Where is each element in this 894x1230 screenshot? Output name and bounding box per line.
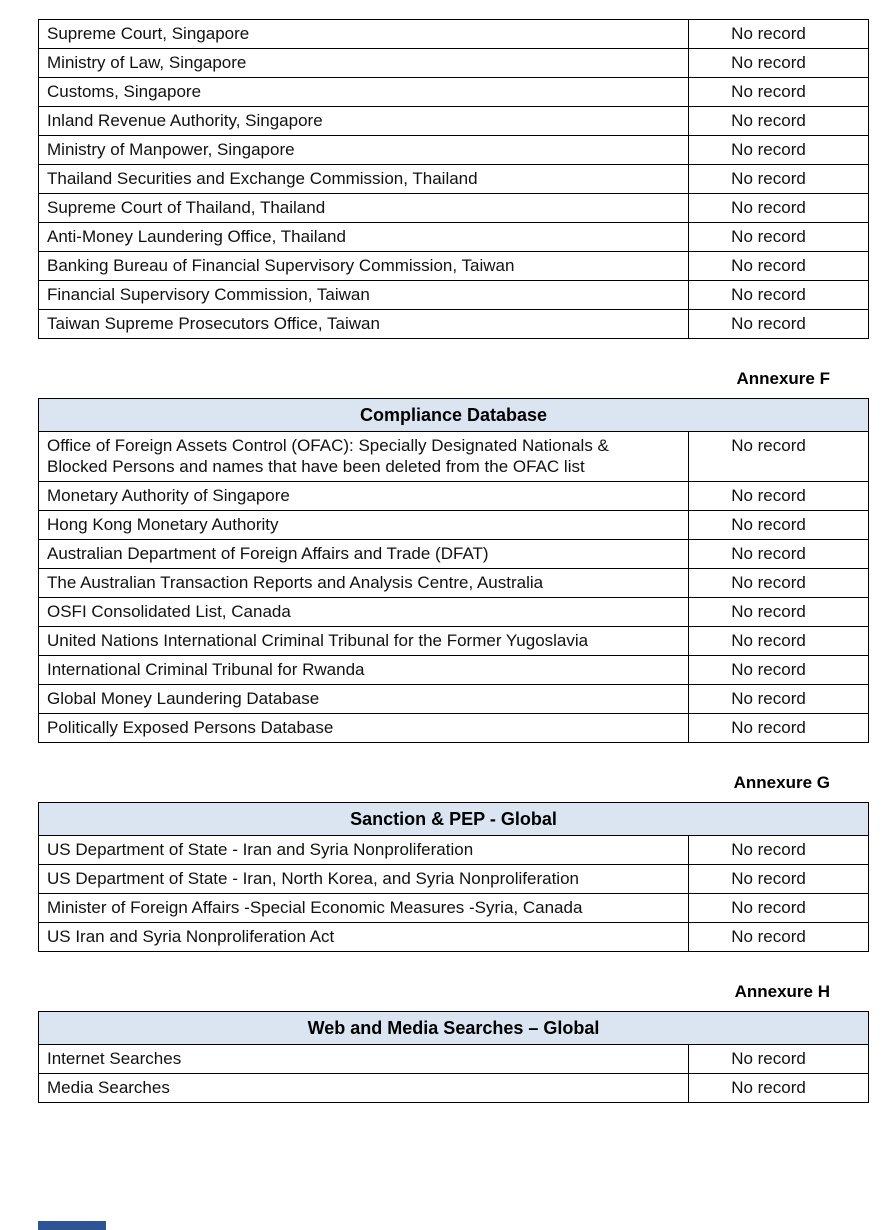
result-cell: No record: [689, 511, 869, 540]
table-title: Web and Media Searches – Global: [39, 1012, 869, 1045]
table-row: [39, 223, 869, 252]
result-cell: No record: [689, 836, 869, 865]
table-row: [39, 714, 869, 743]
annexure-h-label: Annexure H: [734, 982, 830, 1001]
source-cell: US Department of State - Iran and Syria Nonproliferation: [39, 836, 689, 865]
table-sanction-pep-global: [38, 802, 869, 952]
source-cell: Anti-Money Laundering Office, Thailand: [39, 223, 689, 252]
source-cell: Australian Department of Foreign Affairs and Trade (DFAT): [39, 540, 689, 569]
table-row: [39, 165, 869, 194]
result-cell: No record: [689, 432, 869, 482]
result-cell: No record: [689, 865, 869, 894]
table-row: [39, 923, 869, 952]
source-cell: Ministry of Law, Singapore: [39, 49, 689, 78]
result-cell: No record: [689, 627, 869, 656]
table-row: [39, 107, 869, 136]
source-cell: Financial Supervisory Commission, Taiwan: [39, 281, 689, 310]
table-row: [39, 310, 869, 339]
result-cell: No record: [689, 656, 869, 685]
table-row: [39, 656, 869, 685]
source-cell: US Department of State - Iran, North Korea, and Syria Nonproliferation: [39, 865, 689, 894]
result-cell: No record: [689, 923, 869, 952]
source-cell: OSFI Consolidated List, Canada: [39, 598, 689, 627]
result-cell: No record: [689, 223, 869, 252]
table-row: [39, 1045, 869, 1074]
result-cell: No record: [689, 20, 869, 49]
table-row: [39, 432, 869, 482]
table-title: Compliance Database: [39, 399, 869, 432]
table-row: [39, 252, 869, 281]
table-row: [39, 482, 869, 511]
result-cell: No record: [689, 1074, 869, 1103]
table-regulatory-continued: [38, 19, 869, 339]
table-row: [39, 685, 869, 714]
table-row: [39, 540, 869, 569]
source-cell: Hong Kong Monetary Authority: [39, 511, 689, 540]
source-cell: Monetary Authority of Singapore: [39, 482, 689, 511]
result-cell: No record: [689, 714, 869, 743]
source-cell: Thailand Securities and Exchange Commission, Thailand: [39, 165, 689, 194]
result-cell: No record: [689, 136, 869, 165]
source-cell: Ministry of Manpower, Singapore: [39, 136, 689, 165]
table-row: [39, 20, 869, 49]
result-cell: No record: [689, 107, 869, 136]
result-cell: No record: [689, 194, 869, 223]
source-cell: Global Money Laundering Database: [39, 685, 689, 714]
source-cell: Supreme Court, Singapore: [39, 20, 689, 49]
source-cell: US Iran and Syria Nonproliferation Act: [39, 923, 689, 952]
result-cell: No record: [689, 685, 869, 714]
table-row: [39, 894, 869, 923]
result-cell: No record: [689, 49, 869, 78]
table-row: [39, 194, 869, 223]
result-cell: No record: [689, 165, 869, 194]
annexure-g-label: Annexure G: [733, 773, 830, 792]
source-cell: Supreme Court of Thailand, Thailand: [39, 194, 689, 223]
source-cell: International Criminal Tribunal for Rwanda: [39, 656, 689, 685]
table-row: [39, 569, 869, 598]
result-cell: No record: [689, 252, 869, 281]
table-row: [39, 78, 869, 107]
footer-accent-bar: [38, 1221, 106, 1230]
table-row: [39, 627, 869, 656]
result-cell: No record: [689, 78, 869, 107]
table-row: [39, 865, 869, 894]
table-row: [39, 49, 869, 78]
result-cell: No record: [689, 540, 869, 569]
source-cell: Politically Exposed Persons Database: [39, 714, 689, 743]
table-row: [39, 281, 869, 310]
table-row: [39, 511, 869, 540]
source-cell: The Australian Transaction Reports and Analysis Centre, Australia: [39, 569, 689, 598]
table-row: [39, 136, 869, 165]
result-cell: No record: [689, 310, 869, 339]
source-cell: Minister of Foreign Affairs -Special Economic Measures -Syria, Canada: [39, 894, 689, 923]
table-header-row: [39, 1012, 869, 1045]
source-cell: Banking Bureau of Financial Supervisory Commission, Taiwan: [39, 252, 689, 281]
result-cell: No record: [689, 482, 869, 511]
result-cell: No record: [689, 1045, 869, 1074]
source-cell: Taiwan Supreme Prosecutors Office, Taiwan: [39, 310, 689, 339]
result-cell: No record: [689, 598, 869, 627]
source-cell: Media Searches: [39, 1074, 689, 1103]
table-row: [39, 598, 869, 627]
result-cell: No record: [689, 281, 869, 310]
source-cell: Office of Foreign Assets Control (OFAC): Specially Designated Nationals & Blocked Persons and names that have been deleted from the OFAC list: [39, 432, 689, 482]
table-row: [39, 1074, 869, 1103]
source-cell: Internet Searches: [39, 1045, 689, 1074]
table-header-row: [39, 399, 869, 432]
result-cell: No record: [689, 569, 869, 598]
table-compliance-database: [38, 398, 869, 743]
source-cell: United Nations International Criminal Tribunal for the Former Yugoslavia: [39, 627, 689, 656]
annexure-f-label: Annexure F: [736, 369, 830, 388]
table-header-row: [39, 803, 869, 836]
source-cell: Customs, Singapore: [39, 78, 689, 107]
table-web-media-searches: [38, 1011, 869, 1103]
source-cell: Inland Revenue Authority, Singapore: [39, 107, 689, 136]
result-cell: No record: [689, 894, 869, 923]
table-row: [39, 836, 869, 865]
table-title: Sanction & PEP - Global: [39, 803, 869, 836]
